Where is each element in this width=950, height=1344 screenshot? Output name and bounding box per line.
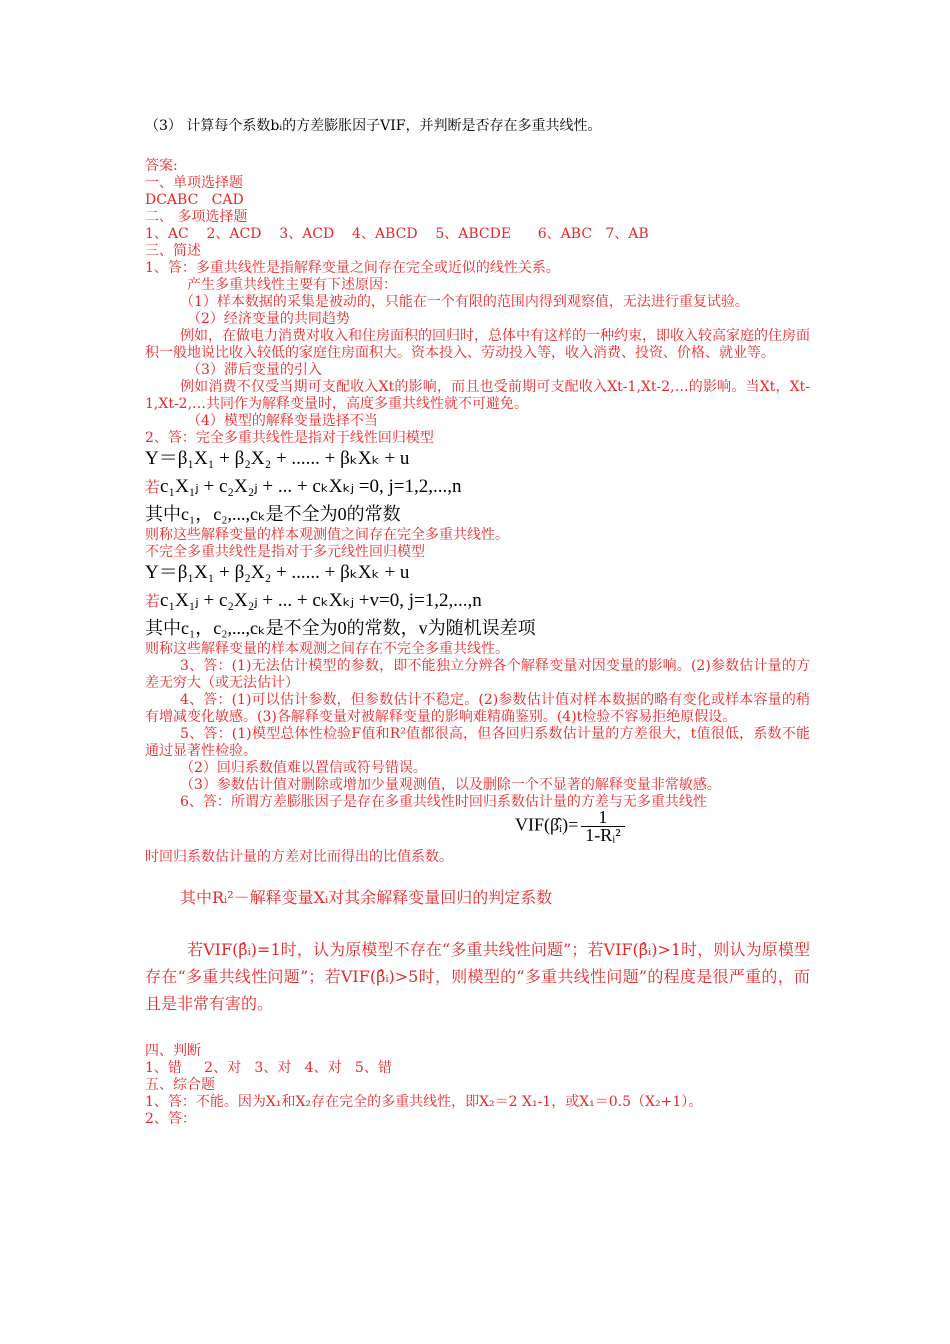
document-page — [145, 118, 810, 1128]
vif-formula-denominator: 1-Rᵢ² — [585, 825, 621, 845]
q1-reason-4: （4）模型的解释变量选择不当 — [187, 413, 378, 429]
q1-reason-2: （2）经济变量的共同趋势 — [187, 311, 350, 327]
q2-conclusion-1: 则称这些解释变量的样本观测值之间存在完全多重共线性。 — [145, 527, 509, 543]
section2-heading: 二、 多项选择题 — [145, 209, 248, 225]
constants-note-1: 其中c₁，c₂,...,cₖ是不全为0的常数 — [145, 504, 401, 524]
q2-answer: 2、答：完全多重共线性是指对于线性回归模型 — [145, 430, 434, 446]
regression-equation-2: Y＝β₁X₁ + β₂X₂ + ...... + βₖXₖ + u — [145, 562, 410, 583]
eq2-prefix: 若 — [145, 478, 161, 496]
section3-heading: 三、简述 — [145, 243, 201, 259]
q6-answer-continued: 时回归系数估计量的方差对比而得出的比值系数。 — [145, 849, 453, 865]
vif-formula-lhs: VIF(β̂ᵢ)= — [515, 814, 579, 835]
section4-heading: 四、判断 — [145, 1043, 201, 1059]
q1-answer: 1、答：多重共线性是指解释变量之间存在完全或近似的线性关系。 — [145, 260, 560, 276]
q5-item-2: （2）回归系数值难以置信或符号错误。 — [180, 760, 427, 776]
section2-answers: 1、AC 2、ACD 3、ACD 4、ABCD 5、ABCDE 6、ABC 7、AB — [145, 226, 649, 242]
eq5-prefix: 若 — [145, 592, 161, 610]
section4-answers: 1、错 2、对 3、对 4、对 5、错 — [145, 1060, 392, 1076]
q3-answer: 3、答：(1)无法估计模型的参数，即不能独立分辨各个解释变量对因变量的影响。(2)参数估计量的方差无穷大（或无法估计） — [145, 658, 810, 691]
q1-reason-1: （1）样本数据的采集是被动的，只能在一个有限的范围内得到观察值，无法进行重复试验。 — [180, 294, 749, 310]
section5-heading: 五、综合题 — [145, 1077, 215, 1093]
section5-q1-answer: 1、答：不能。因为X₁和X₂存在完全的多重共线性，即X₂＝2 X₁-1，或X₁＝0.5（X₂+1）。 — [145, 1094, 703, 1110]
answer-heading: 答案: — [145, 158, 178, 174]
constants-note-2: 其中c₁，c₂,...,cₖ是不全为0的常数，v为随机误差项 — [145, 618, 536, 638]
vif-formula-numerator: 1 — [581, 809, 624, 827]
q5-item-3: （3）参数估计值对删除或增加少量观测值，以及删除一个不显著的解释变量非常敏感。 — [180, 777, 721, 793]
section1-answers: DCABC CAD — [145, 192, 244, 208]
q1-reason-3-text: 例如消费不仅受当期可支配收入Xt的影响，而且也受前期可支配收入Xt-1,Xt-2,…的影响。当Xt，Xt-1,Xt-2,…共同作为解释变量时，高度多重共线性就不可避免。 — [145, 379, 810, 412]
perfect-collinearity-equation: c₁X₁ⱼ + c₂X₂ⱼ + ... + cₖXₖⱼ =0, j=1,2,...,n — [160, 476, 462, 497]
q1-reason-2-text: 例如，在做电力消费对收入和住房面积的回归时，总体中有这样的一种约束，即收入较高家庭的住房面积一般地说比收入较低的家庭住房面积大。资本投入、劳动投入等，收入消费、投资、价格、就业等。 — [145, 328, 810, 361]
vif-definition-where: 其中Rᵢ²－解释变量Xᵢ对其余解释变量回归的判定系数 — [180, 888, 553, 907]
q1-reason-3: （3）滞后变量的引入 — [187, 362, 322, 378]
q2-conclusion-2: 则称这些解释变量的样本观测之间存在不完全多重共线性。 — [145, 641, 509, 657]
section5-q2-answer: 2、答： — [145, 1111, 196, 1127]
q2-imperfect-intro: 不完全多重共线性是指对于多元线性回归模型 — [145, 544, 425, 560]
imperfect-collinearity-equation: c₁X₁ⱼ + c₂X₂ⱼ + ... + cₖXₖⱼ +v=0, j=1,2,...,n — [160, 590, 482, 611]
q1-causes-intro: 产生多重共线性主要有下述原因： — [187, 277, 397, 293]
section1-heading: 一、单项选择题 — [145, 175, 243, 191]
q6-answer: 6、答：所谓方差膨胀因子是存在多重共线性时回归系数估计量的方差与无多重共线性 — [180, 794, 707, 810]
regression-equation-1: Y＝β₁X₁ + β₂X₂ + ...... + βₖXₖ + u — [145, 448, 410, 469]
q5-answer: 5、答：(1)模型总体性检验F值和R²值都很高，但各回归系数估计量的方差很大，t值很低，系数不能通过显著性检验。 — [145, 726, 810, 759]
vif-formula — [515, 809, 625, 844]
q4-answer: 4、答：(1)可以估计参数，但参数估计不稳定。(2)参数估计值对样本数据的略有变化或样本容量的稍有增减变化敏感。(3)各解释变量对被解释变量的影响难精确鉴别。(4)t检验不容易拒绝原假设。 — [145, 692, 810, 725]
vif-rule: 若VIF(β̂ᵢ)=1时，认为原模型不存在“多重共线性问题”；若VIF(β̂ᵢ)>1时，则认为原模型存在“多重共线性问题”；若VIF(β̂ᵢ)>5时，则模型的“多重共线性问题”的程度是很严重的，而且是非常有害的。 — [145, 940, 810, 1013]
question-3: （3） 计算每个系数bᵢ的方差膨胀因子VIF，并判断是否存在多重共线性。 — [145, 118, 602, 134]
